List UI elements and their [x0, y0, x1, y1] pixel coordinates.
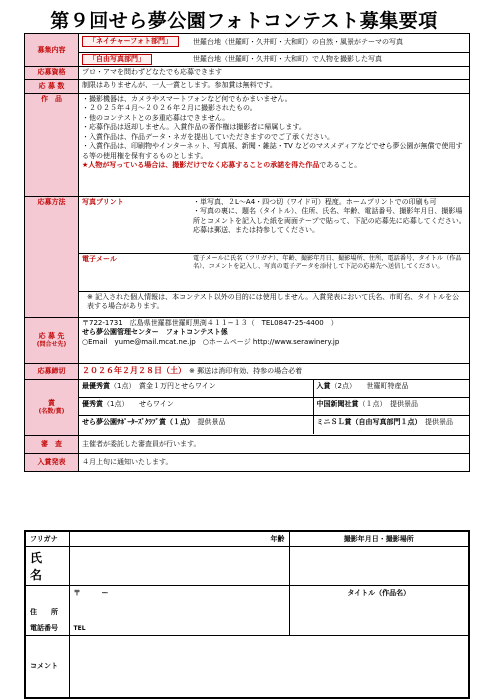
destination-label-main: 応 募 先	[38, 331, 65, 340]
entry-form	[24, 530, 470, 699]
works-notice-tail: であること。	[319, 160, 362, 169]
works-notice	[82, 161, 466, 170]
form-furigana-field[interactable]	[69, 531, 239, 547]
prize-chugoku-name: 中国新聞社賞	[316, 400, 359, 409]
form-address-label: 住 所	[30, 608, 58, 616]
prize-minisl-name: ミニＳＬ賞（自由写真部門１点）	[316, 418, 418, 427]
deadline-label: 応募締切	[25, 363, 79, 379]
form-name-field[interactable]	[69, 547, 289, 586]
form-title-field[interactable]	[289, 586, 469, 636]
category-nature-desc: 世羅台地（世羅町・久井町・大和町）の自然・風景がテーマの写真	[190, 34, 470, 53]
works-item: ・他のコンテストとの多重応募はできません。	[82, 113, 230, 122]
destination-org: せら夢公園管理センター フォトコンテスト係	[82, 328, 228, 337]
deadline-date: ２０２６年２月２８日（土）	[82, 365, 182, 375]
print-list	[190, 196, 470, 253]
destination-label	[25, 317, 79, 363]
works-item: ・応募作品は返却しません。入賞作品の著作権は撮影者に帰属します。	[82, 123, 306, 132]
prize-grand-count: （1点）	[110, 381, 132, 390]
privacy-note: ※ 記入された個人情報は、本コンテスト以外の目的には使用しません。入賞発表において氏名、市町名、タイトルを公表する場合があります。	[79, 291, 470, 317]
form-comment-field[interactable]	[69, 636, 469, 698]
categories-label: 募集内容	[25, 34, 79, 67]
prize-supporters-name: せら夢公園ｻﾎﾟｰﾀｰｽﾞｸﾗﾌﾞ賞（１点）	[82, 418, 191, 427]
prize-excellent-count: （1点）	[103, 400, 125, 409]
judging-text: 主催者が委託した審査員が行います。	[79, 435, 470, 453]
category-free-tag: 「自由写真部門」	[82, 54, 152, 65]
print-label: 写真プリント	[82, 197, 124, 206]
form-phone-label: 電話番号	[30, 624, 58, 632]
entry-count-label: 応 募 数	[25, 79, 79, 93]
form-furigana-label: フリガナ	[25, 531, 69, 547]
prize-minisl-desc: 提供景品	[425, 418, 453, 427]
page-title: 第９回せら夢公園フォトコンテスト募集要項	[50, 10, 438, 32]
works-list	[79, 93, 470, 196]
destination-label-sub: (問合せ先)	[36, 341, 67, 349]
judging-label: 審 査	[25, 435, 79, 453]
guidelines-table	[24, 33, 470, 472]
works-item: ・入賞作品は、印刷物やインターネット、写真展、新聞・雑誌・TV などのマスメディアなどでせら夢公園が無償で使用する等の使用権を保有するものとします。	[82, 142, 463, 160]
prize-supporters-desc: 提供景品	[197, 418, 226, 427]
works-item: ・入賞作品は、作品データ・ネガを提出していただきますのでご了承ください。	[82, 132, 334, 141]
form-postal: 〒 ー	[73, 589, 109, 597]
prize-chugoku-desc: 提供景品	[390, 400, 418, 409]
form-tel: TEL	[73, 625, 86, 632]
form-address-field[interactable]	[69, 586, 289, 636]
form-comment-label: コメント	[25, 636, 69, 698]
prize-excellent-desc: せらワイン	[138, 400, 174, 409]
form-name-label: 氏 名	[30, 551, 55, 582]
entry-count-text: 制限はありませんが、一人一賞とします。参加賞は無料です。	[79, 79, 470, 93]
form-date-place-field[interactable]	[289, 547, 469, 586]
announce-text: ４月上旬に通知いたします。	[79, 453, 470, 471]
works-item: ・撮影機器は、カメラやスマートフォンなど何でもかまいません。	[82, 94, 292, 103]
prize-excellent-name: 優秀賞	[82, 400, 103, 409]
destination-contact: ○Email yume@mail.mcat.ne.jp ○ホームページ http://www.serawinery.jp	[82, 337, 340, 346]
category-free-desc: 世羅台地（世羅町・久井町・大和町）で人物を撮影した写真	[190, 53, 470, 67]
eligibility-text: プロ・アマを問わずどなたでも応募できます	[79, 67, 470, 79]
works-item: ・２０２５年４月〜２０２６年２月に撮影されたもの。	[82, 104, 257, 113]
method-label: 応募方法	[25, 196, 79, 317]
prize-prize-desc: 世羅町特産品	[366, 381, 409, 390]
deadline-note: ※ 郵送は消印有効、持参の場合必着	[189, 366, 303, 375]
category-nature-tag: 「ネイチャーフォト部門」	[82, 36, 179, 47]
form-age-label: 年齢	[239, 531, 289, 547]
prize-grand-desc: 賞金１万円とせらワイン	[138, 381, 216, 390]
print-item: ・写真の裏に、題名（タイトル）、住所、氏名、年齢、電話番号、撮影年月日、撮影場所とコメントを記入した紙を両面テープで貼って、下記の応募先に応募してください。応募は郵送、または持参してください。	[193, 207, 466, 235]
works-label: 作 品	[25, 93, 79, 196]
email-label: 電子メール	[82, 254, 117, 263]
form-date-place-label: 撮影年月日・撮影場所	[289, 531, 469, 547]
prize-prize-count: （2点）	[330, 381, 353, 390]
eligibility-label: 応募資格	[25, 67, 79, 79]
announce-label: 入賞発表	[25, 453, 79, 471]
email-text: 電子メールに氏名（フリガナ）、年齢、撮影年月日、撮影場所、住所、電話番号、タイトル（作品名）、コメントを記入し、写真の電子データを添付して下記の応募先へ送信してください。	[190, 253, 470, 291]
prize-grand-name: 最優秀賞	[82, 381, 110, 390]
destination-address: 〒722-1731 広島県世羅郡世羅町黒渕４１１−１３（ TEL0847-25-4400 ）	[82, 318, 338, 327]
works-notice-red: ★人物が写っている場合は、撮影だけでなく応募することの承諾を得た作品	[82, 160, 320, 169]
print-item: ・単写真、２L〜A4・四つ切（ワイド可）程度。ホームプリントでの印刷も可	[193, 197, 437, 206]
prizes-label-main: 賞	[48, 398, 55, 407]
prizes-label-sub: (名数/賞)	[38, 408, 65, 416]
prize-prize-name: 入賞	[316, 381, 331, 390]
prizes-label	[25, 379, 79, 435]
form-title-label: タイトル（作品名）	[347, 589, 411, 597]
prize-chugoku-count: （１点）	[358, 400, 383, 409]
